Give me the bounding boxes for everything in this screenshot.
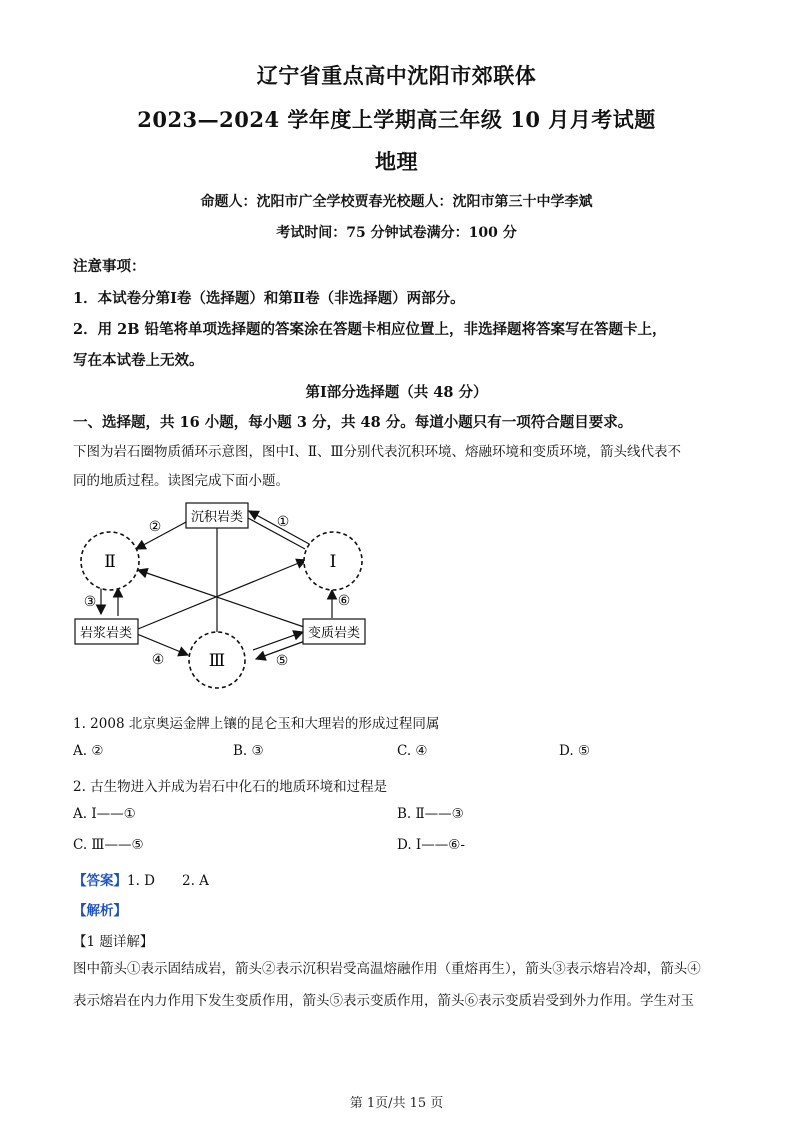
notice-item-1: 1．本试卷分第Ⅰ卷（选择题）和第Ⅱ卷（非选择题）两部分。 [73,290,465,307]
arrow-6-label: ⑥ [337,593,351,609]
answer-line [73,869,209,889]
exam-info-line: 考试时间：75 分钟试卷满分：100 分 [276,225,517,241]
q2-option-a: A. Ⅰ——① [73,806,136,822]
q2-option-c: C. Ⅲ——⑤ [73,837,144,853]
q1-stem: 1. 2008 北京奥运金牌上镶的昆仑玉和大理岩的形成过程同属 [73,716,440,732]
arrow-3-label: ③ [83,594,97,610]
env-I-label: Ⅰ [329,552,337,572]
arrow-4-label: ④ [151,652,165,668]
env-III-label: Ⅲ [208,651,226,671]
analysis-tag: 【解析】 [73,903,127,919]
notice-item-2-line2: 写在本试卷上无效。 [73,352,204,369]
q1-option-d: D. ⑤ [559,743,591,759]
notice-heading: 注意事项： [73,258,146,275]
analysis-line1: 图中箭头①表示固结成岩，箭头②表示沉积岩受高温熔融作用（重熔再生），箭头③表示熔岩冷却，箭头④ [73,961,701,977]
subject-title: 地理 [375,149,418,174]
intro-line1: 下图为岩石圈物质循环示意图，图中Ⅰ、Ⅱ、Ⅲ分别代表沉积环境、熔融环境和变质环境，箭头线代表不 [73,444,682,460]
answer-tag: 【答案】 [73,873,127,889]
intro-line2: 同的地质过程。读图完成下面小题。 [73,473,289,489]
answer-content: 1. D 2. A [127,873,209,889]
exam-title-line1: 辽宁省重点高中沈阳市郊联体 [256,63,537,88]
arrow-5-to-metamorphic [253,632,303,650]
part1-instruction: 一、选择题，共 16 小题，每小题 3 分，共 48 分。每道小题只有一项符合题目要求。 [73,414,633,431]
box-igneous-label: 岩浆岩类 [79,626,133,641]
env-II-label: Ⅱ [104,552,116,572]
q2-option-b: B. Ⅱ——③ [397,806,464,822]
part1-heading: 第Ⅰ部分选择题（共 48 分） [305,384,488,401]
arrow-2-line [136,521,188,549]
analysis-detail-heading: 【1 题详解】 [73,934,154,950]
analysis-line2: 表示熔岩在内力作用下发生变质作用，箭头⑤表示变质作用，箭头⑥表示变质岩受到外力作用。学生对玉 [73,993,694,1009]
authors-line: 命题人：沈阳市广全学校贾春光校题人：沈阳市第三十中学李斌 [200,194,593,210]
q1-option-c: C. ④ [397,743,428,759]
box-metamorphic-label: 变质岩类 [307,626,361,641]
arrow-2-label: ② [148,519,162,535]
arrow-5-label: ⑤ [275,653,289,669]
q2-option-d: D. Ⅰ——⑥- [397,837,465,853]
box-sedimentary-label: 沉积岩类 [190,510,244,525]
notice-item-2-line1: 2．用 2B 铅笔将单项选择题的答案涂在答题卡相应位置上，非选择题将答案写在答题卡上， [73,321,667,338]
q1-option-b: B. ③ [233,743,264,759]
q1-option-a: A. ② [73,743,104,759]
arrow-1-label: ① [276,514,290,530]
page-number: 第 1页/共 15 页 [349,1096,444,1111]
exam-title-line2: 2023—2024 学年度上学期高三年级 10 月月考试题 [137,107,656,132]
q2-stem: 2. 古生物进入并成为岩石中化石的地质环境和过程是 [73,779,388,795]
